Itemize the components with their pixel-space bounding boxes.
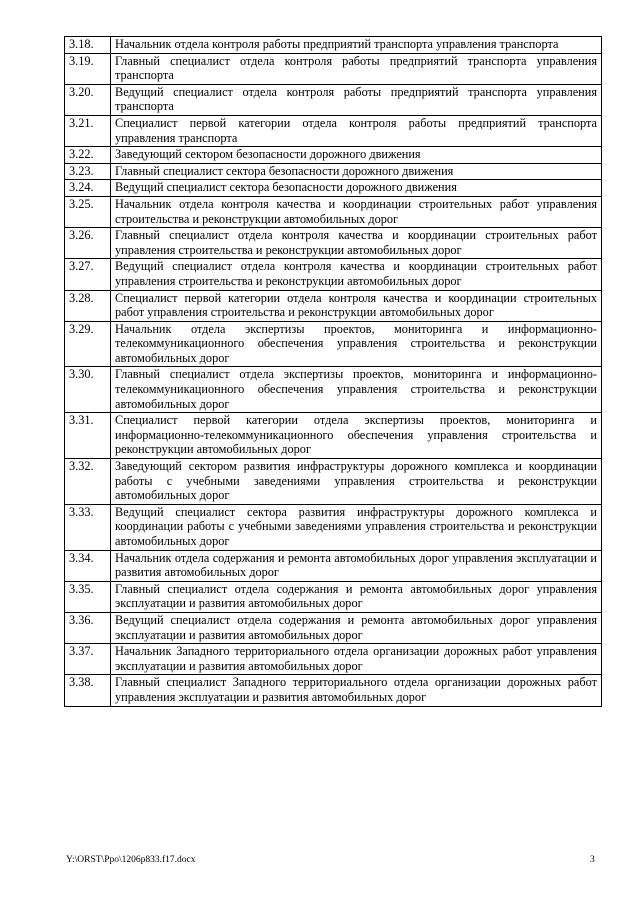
position-title: Ведущий специалист отдела контроля работы предприятий транспорта управления транспорта <box>111 84 602 115</box>
position-title: Начальник отдела контроля работы предприятий транспорта управления транспорта <box>111 37 602 54</box>
position-title: Ведущий специалист отдела содержания и ремонта автомобильных дорог управления эксплуатации и развития автомобильных дорог <box>111 612 602 643</box>
table-row <box>65 147 602 164</box>
table-row <box>65 115 602 146</box>
table-row <box>65 321 602 367</box>
table-row <box>65 367 602 413</box>
table-row <box>65 53 602 84</box>
row-number: 3.38. <box>65 675 111 706</box>
page-number: 3 <box>590 855 595 865</box>
table-row <box>65 163 602 180</box>
row-number: 3.19. <box>65 53 111 84</box>
row-number: 3.22. <box>65 147 111 164</box>
table-row <box>65 675 602 706</box>
row-number: 3.23. <box>65 163 111 180</box>
position-title: Главный специалист отдела экспертизы проектов, мониторинга и информационно-телекоммуникационного обеспечения управления строительства и реконструкции автомобильных дорог <box>111 367 602 413</box>
position-title: Главный специалист отдела контроля качества и координации строительных работ управления строительства и реконструкции автомобильных дорог <box>111 228 602 259</box>
position-title: Главный специалист сектора безопасности дорожного движения <box>111 163 602 180</box>
table-row <box>65 504 602 550</box>
row-number: 3.24. <box>65 180 111 197</box>
row-number: 3.27. <box>65 259 111 290</box>
position-title: Специалист первой категории отдела контроля работы предприятий транспорта управления транспорта <box>111 115 602 146</box>
table-row <box>65 37 602 54</box>
table-row <box>65 228 602 259</box>
position-title: Главный специалист Западного территориального отдела организации дорожных работ управления эксплуатации и развития автомобильных дорог <box>111 675 602 706</box>
positions-table-body <box>65 37 602 707</box>
row-number: 3.33. <box>65 504 111 550</box>
table-row <box>65 413 602 459</box>
position-title: Ведущий специалист отдела контроля качества и координации строительных работ управления строительства и реконструкции автомобильных дорог <box>111 259 602 290</box>
table-row <box>65 84 602 115</box>
row-number: 3.26. <box>65 228 111 259</box>
row-number: 3.36. <box>65 612 111 643</box>
position-title: Ведущий специалист сектора развития инфраструктуры дорожного комплекса и координации работы с учебными заведениями управления строительства и реконструкции автомобильных дорог <box>111 504 602 550</box>
row-number: 3.29. <box>65 321 111 367</box>
table-row <box>65 459 602 505</box>
row-number: 3.25. <box>65 196 111 227</box>
row-number: 3.28. <box>65 290 111 321</box>
footer-file-path: Y:\ORST\Ppo\1206p833.f17.docx <box>66 855 196 865</box>
position-title: Начальник Западного территориального отдела организации дорожных работ управления эксплуатации и развития автомобильных дорог <box>111 644 602 675</box>
position-title: Специалист первой категории отдела контроля качества и координации строительных работ управления строительства и реконструкции автомобильных дорог <box>111 290 602 321</box>
row-number: 3.35. <box>65 581 111 612</box>
table-row <box>65 550 602 581</box>
row-number: 3.37. <box>65 644 111 675</box>
table-row <box>65 581 602 612</box>
position-title: Начальник отдела экспертизы проектов, мониторинга и информационно-телекоммуникационного обеспечения управления строительства и реконструкции автомобильных дорог <box>111 321 602 367</box>
position-title: Начальник отдела содержания и ремонта автомобильных дорог управления эксплуатации и развития автомобильных дорог <box>111 550 602 581</box>
row-number: 3.30. <box>65 367 111 413</box>
position-title: Специалист первой категории отдела экспертизы проектов, мониторинга и информационно-телекоммуникационного обеспечения управления строительства и реконструкции автомобильных дорог <box>111 413 602 459</box>
row-number: 3.20. <box>65 84 111 115</box>
table-row <box>65 259 602 290</box>
positions-table <box>64 36 602 707</box>
table-row <box>65 612 602 643</box>
position-title: Главный специалист отдела содержания и ремонта автомобильных дорог управления эксплуатации и развития автомобильных дорог <box>111 581 602 612</box>
row-number: 3.34. <box>65 550 111 581</box>
position-title: Заведующий сектором развития инфраструктуры дорожного комплекса и координации работы с учебными заведениями управления строительства и реконструкции автомобильных дорог <box>111 459 602 505</box>
position-title: Начальник отдела контроля качества и координации строительных работ управления строительства и реконструкции автомобильных дорог <box>111 196 602 227</box>
row-number: 3.21. <box>65 115 111 146</box>
table-row <box>65 644 602 675</box>
position-title: Заведующий сектором безопасности дорожного движения <box>111 147 602 164</box>
row-number: 3.31. <box>65 413 111 459</box>
table-row <box>65 196 602 227</box>
table-row <box>65 290 602 321</box>
row-number: 3.32. <box>65 459 111 505</box>
position-title: Ведущий специалист сектора безопасности дорожного движения <box>111 180 602 197</box>
position-title: Главный специалист отдела контроля работы предприятий транспорта управления транспорта <box>111 53 602 84</box>
table-row <box>65 180 602 197</box>
row-number: 3.18. <box>65 37 111 54</box>
